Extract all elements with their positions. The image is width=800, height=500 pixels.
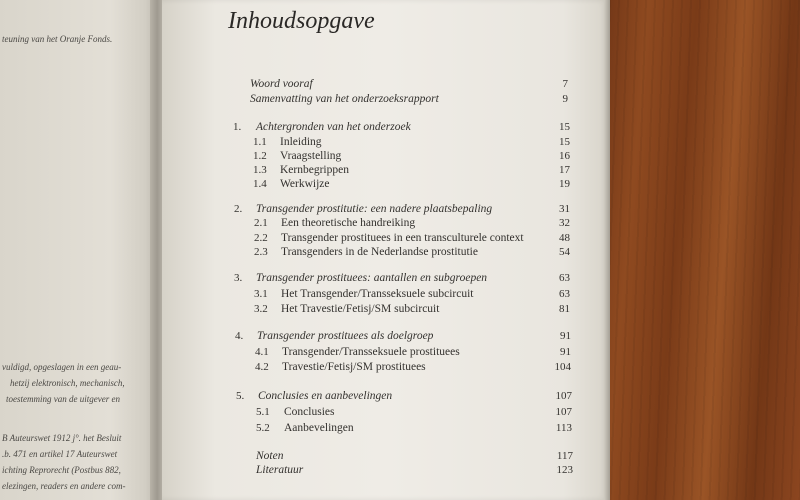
toc-section bbox=[0, 246, 800, 260]
chapter-label: Transgender prostituees: aantallen en subgroepen bbox=[256, 272, 488, 284]
toc-entry-page: 7 bbox=[562, 78, 568, 90]
section-number: 2.1 bbox=[254, 217, 268, 229]
section-label: Inleiding bbox=[280, 136, 322, 148]
left-page-line: .b. 471 en artikel 17 Auteurswet bbox=[2, 449, 118, 459]
section-page: 63 bbox=[559, 288, 570, 300]
section-label: Transgenders in de Nederlandse prostitutie bbox=[281, 246, 478, 258]
left-page-line: elezingen, readers en andere com- bbox=[2, 481, 126, 491]
toc-section bbox=[0, 288, 800, 302]
section-label: Werkwijze bbox=[280, 178, 330, 190]
section-number: 2.2 bbox=[254, 232, 268, 244]
toc-section bbox=[0, 346, 800, 360]
section-number: 2.3 bbox=[254, 246, 268, 258]
section-label: Travestie/Fetisj/SM prostituees bbox=[282, 361, 426, 373]
toc-entry-label: Noten bbox=[256, 450, 284, 462]
left-page-line: teuning van het Oranje Fonds. bbox=[2, 34, 113, 44]
chapter-label: Transgender prostituees als doelgroep bbox=[257, 330, 434, 342]
chapter-label: Transgender prostitutie: een nadere plaatsbepaling bbox=[256, 203, 493, 215]
section-number: 1.2 bbox=[253, 150, 267, 162]
toc-entry-page: 123 bbox=[556, 464, 573, 476]
section-page: 16 bbox=[559, 150, 570, 162]
toc-entry-page: 117 bbox=[556, 450, 573, 462]
toc-section bbox=[0, 136, 800, 150]
chapter-page: 15 bbox=[559, 121, 570, 133]
section-label: Een theoretische handreiking bbox=[281, 217, 416, 229]
section-label: Transgender prostituees in een transculturele context bbox=[281, 232, 524, 244]
section-label: Vraagstelling bbox=[280, 150, 342, 162]
toc-entry-label: Woord vooraf bbox=[250, 78, 313, 90]
page-title: Inhoudsopgave bbox=[228, 8, 375, 34]
toc-section bbox=[0, 217, 800, 231]
chapter-number: 1. bbox=[233, 121, 242, 133]
toc-section bbox=[0, 303, 800, 317]
section-label: Aanbevelingen bbox=[284, 422, 354, 434]
section-page: 81 bbox=[559, 303, 570, 315]
section-number: 3.2 bbox=[254, 303, 268, 315]
toc-chapter bbox=[0, 121, 800, 135]
section-label: Kernbegrippen bbox=[280, 164, 349, 176]
section-number: 1.3 bbox=[253, 164, 267, 176]
toc-entry-page: 9 bbox=[562, 93, 568, 105]
toc-section bbox=[0, 178, 800, 192]
left-page-line: vuldigd, opgeslagen in een geau- bbox=[2, 362, 122, 372]
chapter-label: Achtergronden van het onderzoek bbox=[256, 121, 411, 133]
toc-entry bbox=[0, 93, 800, 107]
toc-section bbox=[0, 150, 800, 164]
toc-entry bbox=[0, 464, 800, 478]
section-number: 1.4 bbox=[253, 178, 267, 190]
chapter-page: 91 bbox=[560, 330, 571, 342]
toc-section bbox=[0, 232, 800, 246]
chapter-page: 107 bbox=[555, 390, 572, 402]
section-page: 104 bbox=[554, 361, 571, 373]
section-number: 5.2 bbox=[256, 422, 270, 434]
section-page: 32 bbox=[559, 217, 570, 229]
section-page: 107 bbox=[555, 406, 572, 418]
section-number: 1.1 bbox=[253, 136, 267, 148]
toc-chapter bbox=[0, 203, 800, 217]
left-page-line: ichting Reprorecht (Postbus 882, bbox=[2, 465, 121, 475]
toc-entry-label: Literatuur bbox=[256, 464, 304, 476]
section-label: Het Transgender/Transseksuele subcircuit bbox=[281, 288, 474, 300]
toc-section bbox=[0, 422, 800, 436]
left-page-line: toestemming van de uitgever en bbox=[6, 394, 120, 404]
section-number: 4.1 bbox=[255, 346, 269, 358]
section-page: 113 bbox=[555, 422, 572, 434]
toc-section bbox=[0, 406, 800, 420]
chapter-number: 2. bbox=[234, 203, 243, 215]
chapter-number: 4. bbox=[235, 330, 244, 342]
left-page-line: B Auteurswet 1912 j°. het Besluit bbox=[2, 433, 122, 443]
section-label: Conclusies bbox=[284, 406, 335, 418]
toc-entry bbox=[0, 78, 800, 92]
toc-section bbox=[0, 164, 800, 178]
toc-chapter bbox=[0, 390, 800, 404]
toc-section bbox=[0, 361, 800, 375]
chapter-label: Conclusies en aanbevelingen bbox=[258, 390, 393, 402]
toc-entry bbox=[0, 450, 800, 464]
section-page: 19 bbox=[559, 178, 570, 190]
section-label: Transgender/Transseksuele prostituees bbox=[282, 346, 460, 358]
toc-chapter bbox=[0, 330, 800, 344]
chapter-page: 31 bbox=[559, 203, 570, 215]
chapter-page: 63 bbox=[559, 272, 570, 284]
chapter-number: 5. bbox=[236, 390, 245, 402]
chapter-number: 3. bbox=[234, 272, 243, 284]
section-page: 17 bbox=[559, 164, 570, 176]
section-page: 91 bbox=[560, 346, 571, 358]
section-number: 3.1 bbox=[254, 288, 268, 300]
section-page: 48 bbox=[559, 232, 570, 244]
toc-entry-label: Samenvatting van het onderzoeksrapport bbox=[250, 93, 439, 105]
left-page-line: hetzij elektronisch, mechanisch, bbox=[10, 378, 125, 388]
section-page: 15 bbox=[559, 136, 570, 148]
section-number: 4.2 bbox=[255, 361, 269, 373]
toc-chapter bbox=[0, 272, 800, 286]
section-number: 5.1 bbox=[256, 406, 270, 418]
section-label: Het Travestie/Fetisj/SM subcircuit bbox=[281, 303, 440, 315]
section-page: 54 bbox=[559, 246, 570, 258]
